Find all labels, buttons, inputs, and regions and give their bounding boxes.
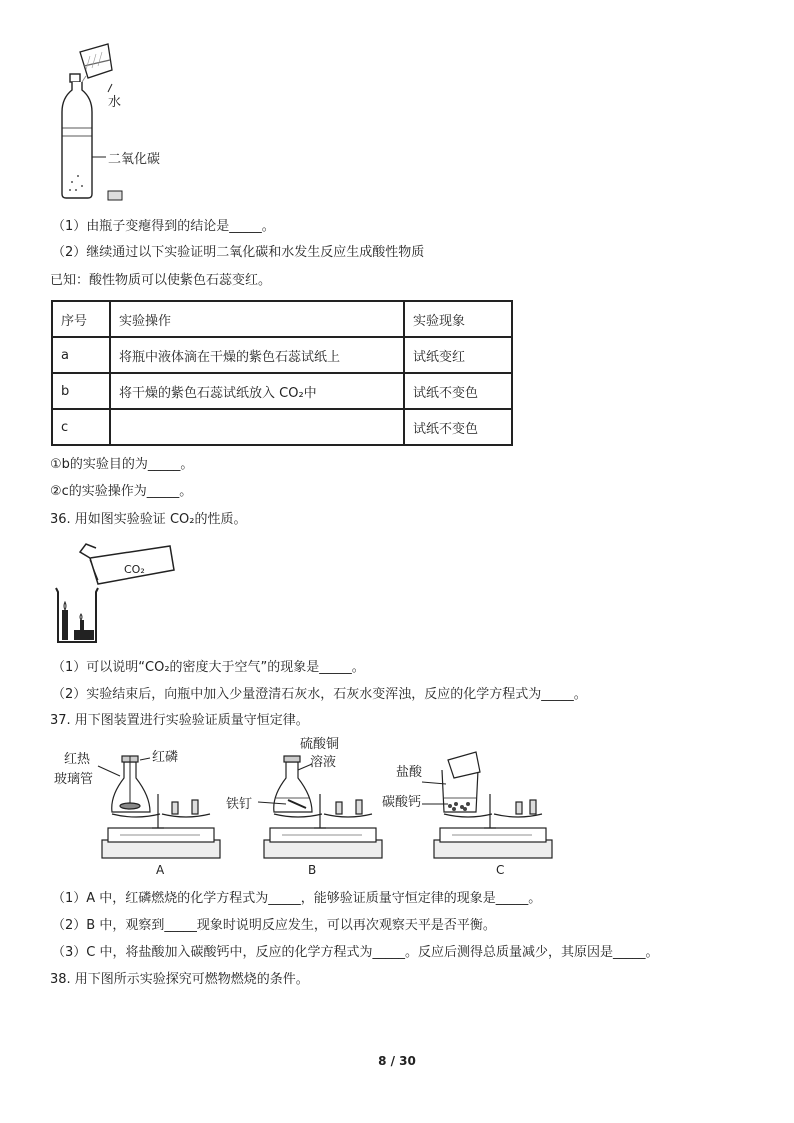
q37-part1: （1）A 中，红磷燃烧的化学方程式为_____，能够验证质量守恒定律的现象是_____。 [52, 891, 542, 906]
caption-a: A [156, 863, 165, 877]
q37-part2: （2）B 中，观察到_____现象时说明反应发生，可以再次观察天平是否平衡。 [52, 918, 496, 933]
table-row [52, 373, 512, 409]
co2-label: CO₂ [124, 563, 145, 576]
b-label-copper: 硫酸铜 [300, 737, 340, 752]
co2-bottle-figure [50, 44, 180, 204]
q38-title: 38. 用下图所示实验探究可燃物燃烧的条件。 [50, 972, 309, 987]
table-cell: a [52, 337, 110, 373]
c-label-acid: 盐酸 [396, 765, 423, 780]
table-cell: b [52, 373, 110, 409]
table-header-row [52, 301, 512, 337]
table-cell: 试纸变红 [404, 337, 512, 373]
table-cell: 试纸不变色 [404, 373, 512, 409]
q36-part1: （1）可以说明“CO₂的密度大于空气”的现象是_____。 [52, 660, 365, 675]
table-row [52, 409, 512, 445]
caption-c: C [496, 863, 505, 877]
caption-b: B [308, 863, 317, 877]
q37-part3: （3）C 中，将盐酸加入碳酸钙中，反应的化学方程式为_____。反应后测得总质量减少，其原因是_____。 [52, 945, 659, 960]
q36-part2: （2）实验结束后，向瓶中加入少量澄清石灰水，石灰水变浑浊，反应的化学方程式为_____。 [52, 687, 587, 702]
balance-figures [50, 737, 570, 880]
co2-pour-figure [50, 540, 180, 650]
label-co2: 二氧化碳 [108, 152, 161, 167]
label-water: 水 [108, 95, 122, 110]
experiment-table [51, 300, 513, 446]
a-label-phosphorus: 红磷 [152, 750, 179, 765]
q37-title: 37. 用下图装置进行实验验证质量守恒定律。 [50, 713, 309, 728]
q36-title: 36. 用如图实验验证 CO₂的性质。 [50, 512, 247, 527]
q35-part1: （1）由瓶子变瘪得到的结论是_____。 [52, 219, 275, 234]
pouring-beaker-icon [80, 44, 112, 78]
balance-a [102, 756, 220, 858]
header-cell: 实验操作 [110, 301, 404, 337]
header-cell: 实验现象 [404, 301, 512, 337]
table-row [52, 337, 512, 373]
table-cell: c [52, 409, 110, 445]
q35-known: 已知：酸性物质可以使紫色石蕊变红。 [50, 273, 272, 288]
b-label-solution: 溶液 [310, 755, 337, 770]
table-cell [110, 409, 404, 445]
page-number: 8 / 30 [378, 1054, 416, 1068]
b-label-nail: 铁钉 [226, 797, 253, 812]
a-label-hot: 红热 [64, 752, 91, 767]
q35-sub1: ①b的实验目的为_____。 [50, 457, 194, 472]
a-label-tube: 玻璃管 [54, 772, 94, 787]
table-cell: 将干燥的紫色石蕊试纸放入 CO₂中 [110, 373, 404, 409]
table-cell: 将瓶中液体滴在干燥的紫色石蕊试纸上 [110, 337, 404, 373]
plastic-bottle-icon [62, 74, 92, 198]
balance-b [264, 756, 382, 858]
candle-steps-icon [62, 610, 94, 640]
q35-part2: （2）继续通过以下实验证明二氧化碳和水发生反应生成酸性物质 [52, 245, 425, 260]
table-cell: 试纸不变色 [404, 409, 512, 445]
header-cell: 序号 [52, 301, 110, 337]
bottle-cap-icon [108, 191, 122, 200]
c-label-carbonate: 碳酸钙 [382, 795, 422, 810]
q35-sub2: ②c的实验操作为_____。 [50, 484, 193, 499]
